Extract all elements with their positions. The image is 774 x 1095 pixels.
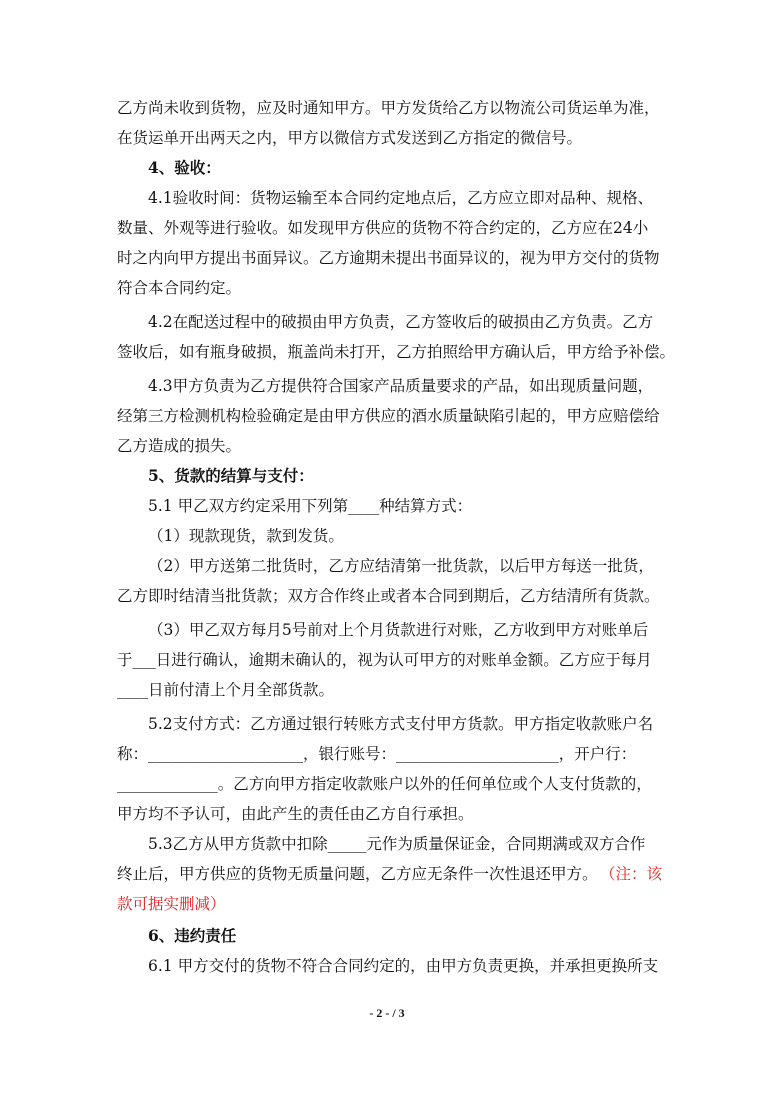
text-line: 称：____________________，银行账号：_____________________，开户行：	[117, 745, 637, 763]
note-text: 款可据实删减）	[117, 895, 226, 913]
text-line: 4.3甲方负责为乙方提供符合国家产品质量要求的产品，如出现质量问题，	[148, 377, 654, 395]
text-line: 乙方即时结清当批货款；双方合作终止或者本合同到期后，乙方结清所有货款。	[117, 587, 660, 605]
text-line: 时之内向甲方提出书面异议。乙方逾期未提出书面异议的，视为甲方交付的货物	[117, 249, 660, 267]
text-line: 乙方尚未收到货物，应及时通知甲方。甲方发货给乙方以物流公司货运单为准，	[117, 99, 660, 117]
text-line: 5.2支付方式：乙方通过银行转账方式支付甲方货款。甲方指定收款账户名	[148, 715, 654, 733]
text-line: 6.1 甲方交付的货物不符合合同约定的，由甲方负责更换，并承担更换所支	[148, 957, 659, 975]
section-heading: 4、验收：	[148, 158, 221, 177]
text-line: 在货运单开出两天之内，甲方以微信方式发送到乙方指定的微信号。	[117, 129, 583, 147]
section-heading: 5、货款的结算与支付：	[148, 466, 314, 485]
text-line: 符合本合同约定。	[117, 279, 242, 297]
text-line: _____________。乙方向甲方指定收款账户以外的任何单位或个人支付货款的，	[117, 775, 652, 793]
page-number: - 2 - / 3	[369, 1006, 405, 1020]
text-line: 甲方均不予认可，由此产生的责任由乙方自行承担。	[117, 805, 474, 823]
section-heading: 6、违约责任	[148, 926, 237, 945]
text-line: （1）现款现货，款到发货。	[148, 527, 344, 545]
text-line: （2）甲方送第二批货时，乙方应结清第一批货款，以后甲方每送一批货，	[148, 557, 654, 575]
text-line: ____日前付清上个月全部货款。	[117, 681, 335, 699]
text-line: 5.3乙方从甲方货款中扣除_____元作为质量保证金，合同期满或双方合作	[148, 835, 646, 853]
text-line: 终止后，甲方供应的货物无质量问题，乙方应无条件一次性退还甲方。	[117, 865, 598, 883]
text-line: 签收后，如有瓶身破损，瓶盖尚未打开，乙方拍照给甲方确认后，甲方给予补偿。	[117, 343, 676, 361]
text-line: 4.2在配送过程中的破损由甲方负责，乙方签收后的破损由乙方负责。乙方	[148, 313, 654, 331]
text-line: 5.1 甲乙双方约定采用下列第____种结算方式：	[148, 497, 473, 515]
note-text: （注：该	[600, 865, 663, 883]
text-line: 数量、外观等进行验收。如发现甲方供应的货物不符合约定的，乙方应在24小	[117, 219, 649, 237]
text-line: 于___日进行确认，逾期未确认的，视为认可甲方的对账单金额。乙方应于每月	[117, 651, 652, 669]
text-line: 经第三方检测机构检验确定是由甲方供应的酒水质量缺陷引起的，甲方应赔偿给	[117, 407, 660, 425]
text-line: 乙方造成的损失。	[117, 437, 242, 455]
text-line: 4.1验收时间：货物运输至本合同约定地点后，乙方应立即对品种、规格、	[148, 189, 654, 207]
text-line: （3）甲乙双方每月5号前对上个月货款进行对账，乙方收到甲方对账单后	[148, 621, 649, 639]
